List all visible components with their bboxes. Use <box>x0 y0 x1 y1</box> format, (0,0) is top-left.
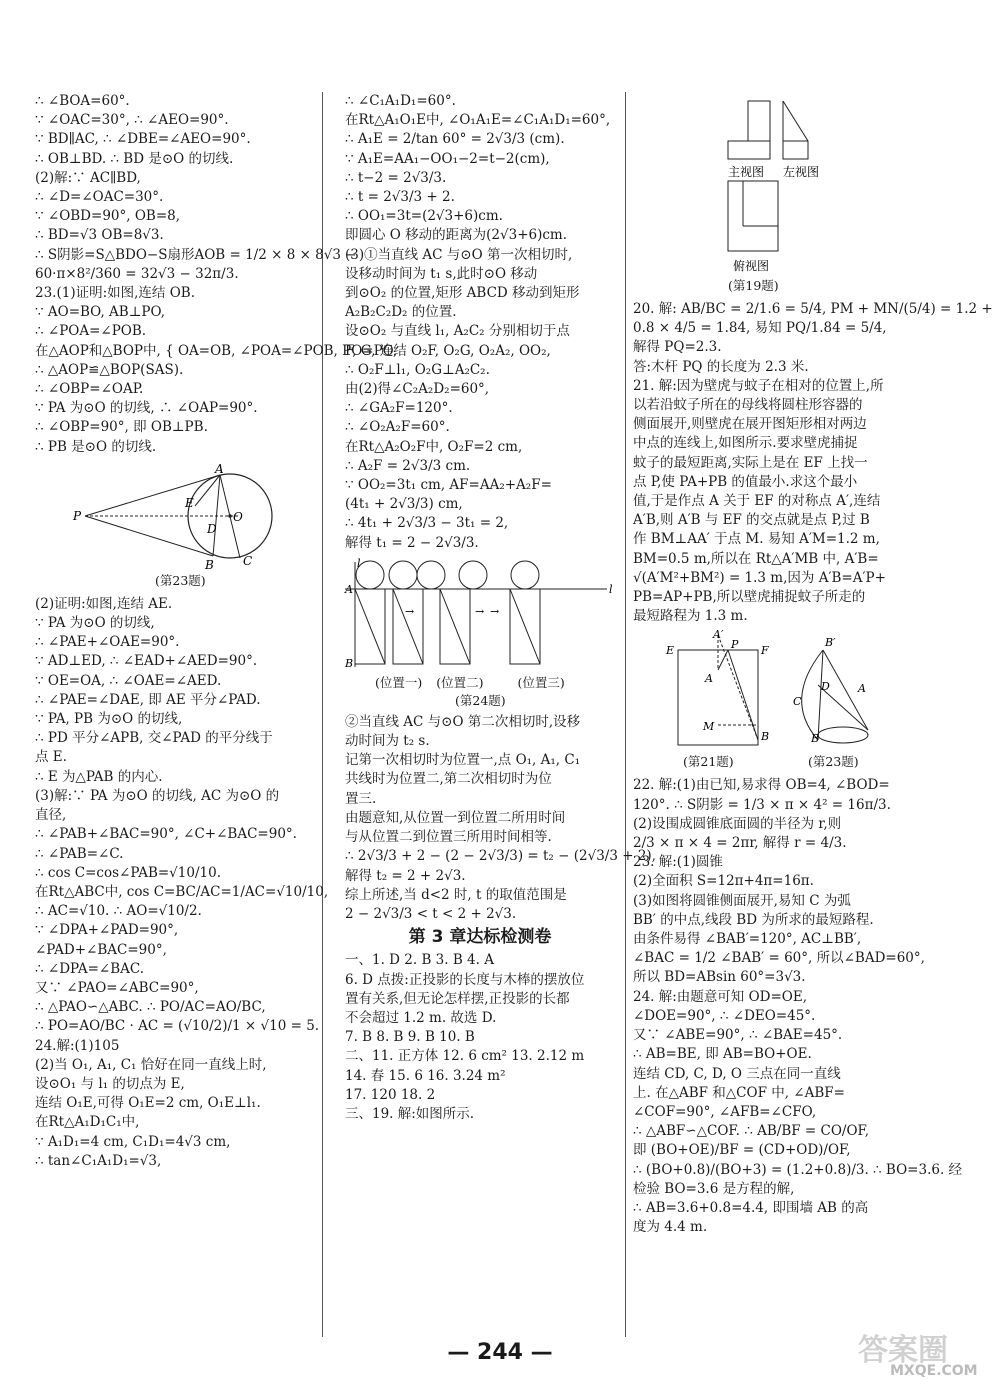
text-line: 上. 在△ABF 和△COF 中, ∠ABF= <box>633 1084 845 1101</box>
circle-tangent-diagram <box>35 461 313 571</box>
text-line: (3)①当直线 AC 与⊙O 第一次相切时, <box>345 246 573 263</box>
text-line: 连结 O₁E,可得 O₁E=2 cm, O₁E⊥l₁. <box>35 1095 261 1112</box>
svg-text:→: → <box>490 604 500 618</box>
svg-text:→: → <box>475 604 485 618</box>
watermark-logo <box>850 1325 985 1385</box>
text-line: ∴ ∠PAE+∠OAE=90°. <box>35 634 180 651</box>
figure-24 <box>345 556 615 708</box>
text-line: 侧面展开,则壁虎在展开图矩形相对两边 <box>633 416 867 433</box>
text-line: ∴ ∠DPA=∠BAC. <box>35 960 145 977</box>
text-line: 6. D 点拨:正投影的长度与木棒的摆放位 <box>345 971 585 988</box>
text-line: ∴ ∠BOA=60°. <box>35 93 130 109</box>
text-line: (2)证明:如图,连结 AE. <box>35 595 173 612</box>
text-block <box>345 951 615 1124</box>
figure-caption: (第23题) <box>808 754 859 770</box>
text-line: ∵ AD⊥ED, ∴ ∠EAD+∠AED=90°. <box>35 653 258 670</box>
column-divider <box>322 92 323 1337</box>
text-line: 检验 BO=3.6 是方程的解, <box>633 1180 795 1197</box>
text-line: 不会超过 1.2 m. 故选 D. <box>345 1009 497 1026</box>
page-number: — 244 — <box>447 1340 553 1365</box>
three-views-diagram <box>633 96 968 276</box>
svg-text:A: A <box>345 582 353 596</box>
text-line: 2/3 × π × 4 = 2πr, 解得 r = 4/3. <box>633 835 847 852</box>
text-line: 度为 4.4 m. <box>633 1219 708 1236</box>
text-line: ∵ PA, PB 为⊙O 的切线, <box>35 711 183 728</box>
text-line: BB′ 的中点,线段 BD 为所求的最短路程. <box>633 911 874 928</box>
text-line: 60·π×8²/360 = 32√3 − 32π/3. <box>35 265 239 282</box>
text-line: 答:木杆 PQ 的长度为 2.3 米. <box>633 358 809 375</box>
text-line: PB=AP+PB,所以壁虎捕捉蚊子所走的 <box>633 589 866 606</box>
text-line: ∵ A₁D₁=4 cm, C₁D₁=4√3 cm, <box>35 1133 231 1150</box>
text-line: 二、11. 正方体 12. 6 cm² 13. 2.12 m <box>345 1048 585 1065</box>
text-line: ∠COF=90°, ∠AFB=∠CFO, <box>633 1103 817 1120</box>
svg-text:A: A <box>705 672 713 686</box>
svg-text:B′: B′ <box>825 636 836 650</box>
svg-text:A: A <box>215 461 224 476</box>
figure-caption: (第19题) <box>728 278 779 293</box>
text-line: 在Rt△A₁O₁E中, ∠O₁A₁E=∠C₁A₁D₁=60°, <box>345 112 611 129</box>
text-line: ∵ BD∥AC, ∴ ∠DBE=∠AEO=90°. <box>35 131 251 148</box>
text-line: ∴ PO=AO/BC · AC = (√10/2)/1 × √10 = 5. <box>35 1018 320 1035</box>
text-line: ∵ ∠OAC=30°, ∴ ∠AEO=90°. <box>35 112 229 129</box>
text-line: 综上所述,当 d<2 时, t 的取值范围是 <box>345 886 567 903</box>
svg-text:E: E <box>185 495 194 510</box>
text-line: 点 P,使 PA+PB 的值最小.求这个最小 <box>633 473 858 490</box>
text-line: ∴ ∠PAB=∠C. <box>35 845 124 862</box>
text-line: 21. 解:因为壁虎与蚊子在相对的位置上,所 <box>633 377 884 394</box>
text-line: ∵ ∠DPA+∠PAD=90°, <box>35 922 179 939</box>
text-line: ∴ 2√3/3 + 2 − (2 − 2√3/3) = t₂ − (2√3/3 + 2), <box>345 848 656 865</box>
text-line: 又∵ ∠ABE=90°, ∴ ∠BAE=45°. <box>633 1027 843 1044</box>
text-block <box>633 300 993 626</box>
text-line: (2)设围成圆锥底面圆的半径为 r,则 <box>633 815 842 832</box>
text-line: 动时间为 t₂ s. <box>345 733 430 750</box>
text-line: ∴ ∠D=∠OAC=30°. <box>35 189 164 206</box>
svg-text:B: B <box>345 656 354 670</box>
figure-23 <box>35 461 313 591</box>
text-line: 设⊙O₁ 与 l₁ 的切点为 E, <box>35 1075 185 1092</box>
text-line: ∵ PA 为⊙O 的切线, ∴ ∠OAP=90°. <box>35 400 258 417</box>
text-line: ∴ ∠OBP=∠OAP. <box>35 381 144 398</box>
text-line: 最短路程为 1.3 m. <box>633 608 748 625</box>
text-line: 与从位置二到位置三所用时间相等. <box>345 829 552 846</box>
text-line: 置三. <box>345 790 377 807</box>
text-line: 2 − 2√3/3 < t < 2 + 2√3. <box>345 905 517 922</box>
position-label: (位置一) <box>375 674 423 690</box>
svg-text:E: E <box>666 644 675 658</box>
view-label: 左视图 <box>783 165 820 179</box>
text-line: 23. 解:(1)圆锥 <box>633 854 723 871</box>
text-line: ∴ △ABF∽△COF. ∴ AB/BF = CO/OF, <box>633 1123 870 1140</box>
text-line: ∴ ∠C₁A₁D₁=60°. <box>345 93 456 109</box>
svg-text:l: l <box>357 556 361 570</box>
text-line: 24. 解:由题意可知 OD=OE, <box>633 988 808 1005</box>
moving-circle-diagram <box>345 557 615 675</box>
text-line: ∴ PD 平分∠APB, 交∠PAD 的平分线于 <box>35 730 273 747</box>
text-line: ∴ OB⊥BD. ∴ BD 是⊙O 的切线. <box>35 150 234 167</box>
text-line: (3)如图将圆锥侧面展开,易知 C 为弧 <box>633 892 851 909</box>
figure-caption: (第23题) <box>155 572 206 588</box>
text-block <box>345 713 656 924</box>
text-line: ∴ AB=BE, 即 AB=BO+OE. <box>633 1046 812 1063</box>
text-line: 由题意知,从位置一到位置二所用时间 <box>345 809 566 826</box>
text-line: ∵ ∠OBD=90°, OB=8, <box>35 208 181 225</box>
text-line: 蚊子的最短距离,实际上是在 EF 上找一 <box>633 454 868 471</box>
position-label: (位置三) <box>517 674 565 690</box>
text-line: ∵ PA 为⊙O 的切线, <box>35 615 155 632</box>
text-line: (3)解:∵ PA 为⊙O 的切线, AC 为⊙O 的 <box>35 787 280 804</box>
text-line: ∵ OO₂=3t₁ cm, AF=AA₂+A₂F= <box>345 477 552 494</box>
column-middle <box>345 92 656 1124</box>
text-line: ∠DOE=90°, ∴ ∠DEO=45°. <box>633 1007 816 1024</box>
text-line: ∴ ∠O₂A₂F=60°. <box>345 419 450 436</box>
text-line: ∴ t−2 = 2√3/3. <box>345 169 447 186</box>
svg-text:F: F <box>761 644 769 658</box>
figure-19 <box>633 96 968 296</box>
svg-text:B: B <box>761 730 770 744</box>
text-line: ∴ E 为△PAB 的内心. <box>35 768 163 785</box>
svg-text:P: P <box>731 638 739 652</box>
text-line: A′B,则 A′B 与 EF 的交点就是点 P,过 B <box>633 512 870 529</box>
text-line: ∴ tan∠C₁A₁D₁=√3, <box>35 1152 162 1169</box>
svg-text:B: B <box>205 557 214 572</box>
text-line: 记第一次相切时为位置一,点 O₁, A₁, C₁ <box>345 752 581 769</box>
text-line: 14. 春 15. 6 16. 3.24 m² <box>345 1067 506 1084</box>
text-line: ∴ ∠PAB+∠BAC=90°, ∠C+∠BAC=90°. <box>35 826 297 843</box>
figure-caption: (第24题) <box>455 692 506 708</box>
text-line: 17. 120 18. 2 <box>345 1086 436 1103</box>
text-line: 点 E. <box>35 749 67 766</box>
text-line: ∠BAC = 1/2 ∠BAB′ = 60°, 所以∠BAD=60°, <box>633 950 925 967</box>
text-line: 值,于是作点 A 关于 EF 的对称点 A′,连结 <box>633 493 881 510</box>
text-line: 解得 PQ=2.3. <box>633 339 722 356</box>
figure-21-23 <box>633 630 968 772</box>
text-line: ∴ cos C=cos∠PAB=√10/10. <box>35 864 221 881</box>
text-line: ∴ ∠PAE=∠DAE, 即 AE 平分∠PAD. <box>35 691 261 708</box>
text-line: ②当直线 AC 与⊙O 第二次相切时,设移 <box>345 713 581 730</box>
text-line: ∴ ∠POA=∠POB. <box>35 323 147 340</box>
position-label: (位置二) <box>436 674 484 690</box>
text-line: ∵ OE=OA, ∴ ∠OAE=∠AED. <box>35 672 222 689</box>
text-line: ∴ AC=√10. ∴ AO=√10/2. <box>35 903 202 920</box>
text-line: ∴ A₁E = 2/tan 60° = 2√3/3 (cm). <box>345 131 565 148</box>
watermark-text: 答案圈 <box>858 1333 948 1368</box>
text-line: 由(2)得∠C₂A₂D₂=60°, <box>345 381 490 398</box>
text-line: 在Rt△A₂O₂F中, O₂F=2 cm, <box>345 438 523 455</box>
text-line: ∴ (BO+0.8)/(BO+3) = (1.2+0.8)/3. ∴ BO=3.6. 经 <box>633 1161 963 1178</box>
text-line: 由条件易得 ∠BAB′=120°, AC⊥BB′, <box>633 931 862 948</box>
text-line: 23.(1)证明:如图,连结 OB. <box>35 285 196 302</box>
cylinder-cone-diagram <box>633 630 968 750</box>
text-line: (2)全面积 S=12π+4π=16π. <box>633 873 814 890</box>
text-line: BM=0.5 m,所以在 Rt△A′MB 中, A′B= <box>633 550 879 567</box>
text-line: 即圆心 O 移动的距离为(2√3+6)cm. <box>345 227 568 244</box>
section-title: 第 3 章达标检测卷 <box>408 927 552 948</box>
text-line: 以若沿蚊子所在的母线将圆柱形容器的 <box>633 397 863 414</box>
svg-text:A: A <box>858 682 866 696</box>
svg-text:P: P <box>73 508 82 523</box>
text-line: 一、1. D 2. B 3. B 4. A <box>345 952 494 969</box>
text-line: 22. 解:(1)由已知,易求得 OB=4, ∠BOD= <box>633 777 890 794</box>
text-line: 在Rt△ABC中, cos C=BC/AC=1/AC=√10/10, <box>35 883 329 900</box>
view-label: 俯视图 <box>733 259 770 273</box>
text-line: ∴ OO₁=3t=(2√3+6)cm. <box>345 208 503 225</box>
text-line: ∵ AO=BO, AB⊥PO, <box>35 304 166 321</box>
svg-text:C: C <box>243 553 253 568</box>
text-line: 120°. ∴ S阴影 = 1/3 × π × 4² = 16π/3. <box>633 796 891 813</box>
text-line: ∴ A₂F = 2√3/3 cm. <box>345 457 471 474</box>
text-line: ∴ PB 是⊙O 的切线. <box>35 438 157 455</box>
text-line: ∴ BD=√3 OB=8√3. <box>35 227 164 244</box>
text-line: 作 BM⊥AA′ 于点 M. 易知 A′M=1.2 m, <box>633 531 880 548</box>
text-line: 又∵ ∠PAO=∠ABC=90°, <box>35 979 199 996</box>
text-line: 中点的连线上,如图所示.要求壁虎捕捉 <box>633 435 858 452</box>
text-line: 置有关系,但无论怎样摆,正投影的长都 <box>345 990 570 1007</box>
text-line: A₂B₂C₂D₂ 的位置. <box>345 304 457 321</box>
text-line: ∠PAD+∠BAC=90°, <box>35 941 167 958</box>
text-line: (2)解:∵ AC∥BD, <box>35 169 141 186</box>
text-line: ∵ A₁E=AA₁−OO₁−2=t−2(cm), <box>345 150 550 167</box>
text-line: 20. 解: AB/BC = 2/1.6 = 5/4, PM + MN/(5/4) = 1.2 + <box>633 301 993 317</box>
column-divider <box>625 92 626 1337</box>
text-line: 连结 CD, C, D, O 三点在同一直线 <box>633 1065 841 1082</box>
text-line: ∴ △AOP≌△BOP(SAS). <box>35 361 184 378</box>
svg-text:O: O <box>233 509 243 524</box>
text-block <box>345 92 615 553</box>
column-right <box>633 92 993 1237</box>
text-line: 0.8 × 4/5 = 1.84, 易知 PQ/1.84 = 5/4, <box>633 320 887 337</box>
svg-text:A′: A′ <box>713 628 724 642</box>
text-line: ∴ ∠GA₂F=120°. <box>345 400 453 417</box>
svg-text:M: M <box>703 720 715 734</box>
watermark-url: MXQE.COM <box>890 1363 978 1379</box>
text-line: 到⊙O₂ 的位置,矩形 ABCD 移动到矩形 <box>345 285 580 302</box>
svg-text:C: C <box>793 695 802 709</box>
text-line: ∴ t = 2√3/3 + 2. <box>345 189 455 206</box>
text-line: 7. B 8. B 9. B 10. B <box>345 1029 475 1046</box>
text-line: F, G, 连结 O₂F, O₂G, O₂A₂, OO₂, <box>345 342 551 359</box>
svg-text:D: D <box>207 521 217 536</box>
text-line: 所以 BD=ABsin 60°=3√3. <box>633 969 806 986</box>
text-line: ∴ S阴影=S△BDO−S扇形AOB = 1/2 × 8 × 8√3 − <box>35 246 357 263</box>
text-line: (2)当 O₁, A₁, C₁ 恰好在同一直线上时, <box>35 1056 267 1073</box>
text-line: (4t₁ + 2√3/3) cm, <box>345 496 463 513</box>
svg-text:D: D <box>821 680 830 694</box>
text-line: ∴ AB=3.6+0.8=4.4, 即围墙 AB 的高 <box>633 1199 869 1216</box>
text-line: 在Rt△A₁D₁C₁中, <box>35 1114 140 1131</box>
text-block <box>633 776 968 1237</box>
text-line: ∴ 4t₁ + 2√3/3 − 3t₁ = 2, <box>345 515 509 532</box>
svg-text:l: l <box>609 582 613 596</box>
text-line: 即 (BO+OE)/BF = (CD+OD)/OF, <box>633 1142 851 1159</box>
text-line: 24.解:(1)105 <box>35 1037 120 1054</box>
view-label: 主视图 <box>728 165 765 179</box>
text-line: 在△AOP和△BOP中, { OA=OB, ∠POA=∠POB, PO=PO, <box>35 342 398 359</box>
text-line: 解得 t₁ = 2 − 2√3/3. <box>345 534 479 551</box>
text-line: 解得 t₂ = 2 + 2√3. <box>345 867 466 884</box>
text-line: 设⊙O₂ 与直线 l₁, A₂C₂ 分别相切于点 <box>345 323 570 340</box>
text-block <box>35 595 329 1171</box>
text-line: ∴ ∠OBP=90°, 即 OB⊥PB. <box>35 419 208 436</box>
text-line: √(A′M²+BM²) = 1.3 m,因为 A′B=A′P+ <box>633 569 886 586</box>
svg-text:→: → <box>405 604 415 618</box>
text-line: ∴ △PAO∽△ABC. ∴ PO/AC=AO/BC, <box>35 999 266 1016</box>
figure-caption: (第21题) <box>683 754 734 770</box>
text-line: 共线时为位置二,第二次相切时为位 <box>345 771 552 788</box>
text-line: 直径, <box>35 807 67 824</box>
text-line: ∴ O₂F⊥l₁, O₂G⊥A₂C₂. <box>345 361 490 378</box>
text-line: 设移动时间为 t₁ s,此时⊙O 移动 <box>345 265 538 282</box>
text-line: 三、19. 解:如图所示. <box>345 1105 475 1122</box>
svg-text:B: B <box>811 732 820 746</box>
